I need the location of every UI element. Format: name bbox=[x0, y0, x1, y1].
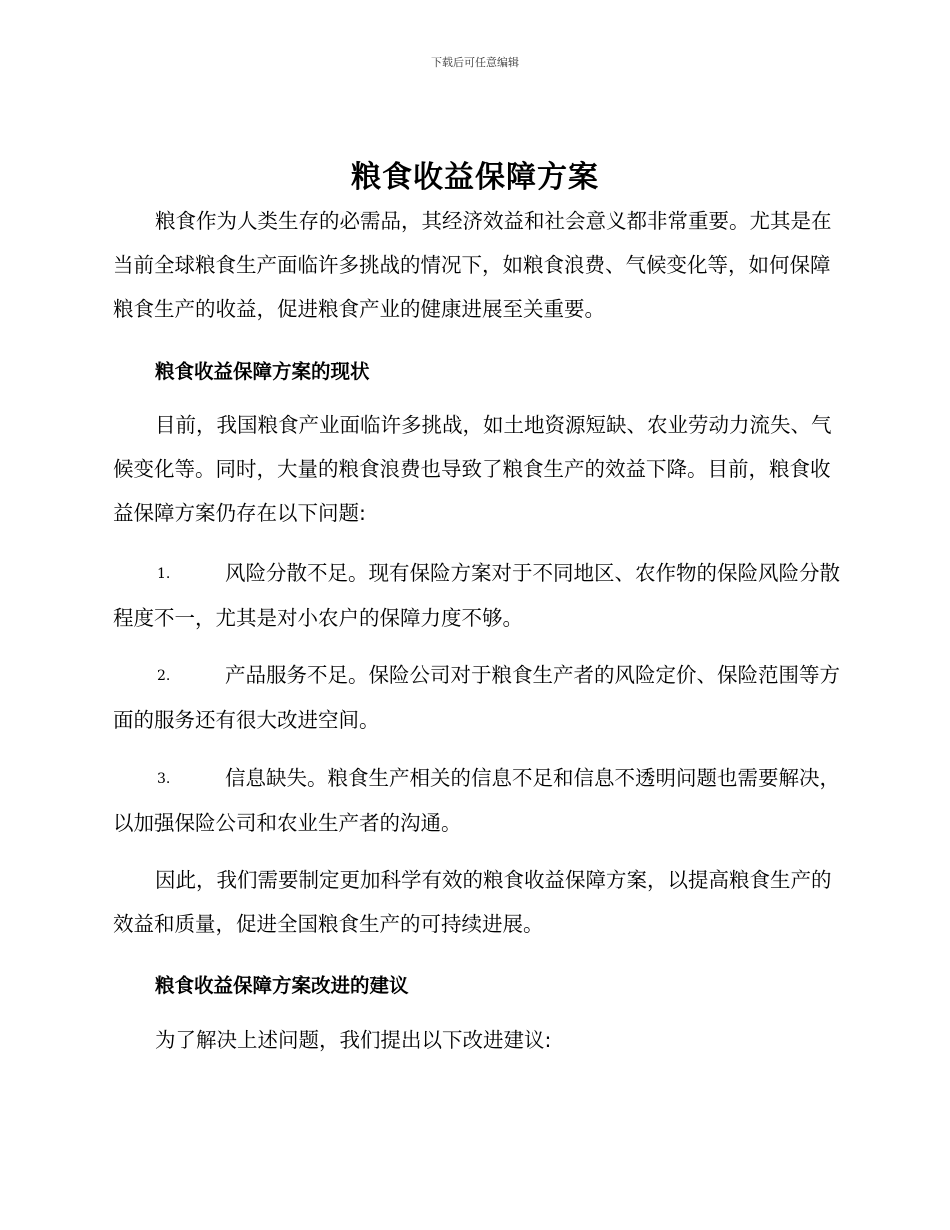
list-number: 2. bbox=[157, 668, 171, 684]
list-text: 风险分散不足。现有保险方案对于不同地区、农作物的保险风险分散程度不一，尤其是对小农户的保障力度不够。 bbox=[113, 561, 840, 630]
intro-paragraph: 粮食作为人类生存的必需品，其经济效益和社会意义都非常重要。尤其是在当前全球粮食生产面临许多挑战的情况下，如粮食浪费、气候变化等，如何保障粮食生产的收益，促进粮食产业的健康进展至关重要。 bbox=[113, 209, 832, 321]
section-heading-status: 粮食收益保障方案的现状 bbox=[155, 360, 370, 383]
conclusion-paragraph: 因此，我们需要制定更加科学有效的粮食收益保障方案，以提高粮食生产的效益和质量，促进全国粮食生产的可持续进展。 bbox=[113, 868, 832, 936]
conclusion-section bbox=[113, 858, 841, 946]
list-text: 产品服务不足。保险公司对于粮食生产者的风险定价、保险范围等方面的服务还有很大改进空间。 bbox=[113, 663, 840, 732]
page-header: 下载后可任意编辑 bbox=[431, 56, 519, 69]
intro-section bbox=[113, 199, 841, 331]
suggestions-section bbox=[113, 1018, 841, 1062]
list-item bbox=[113, 653, 841, 742]
status-paragraph: 目前，我国粮食产业面临许多挑战，如土地资源短缺、农业劳动力流失、气候变化等。同时，大量的粮食浪费也导致了粮食生产的效益下降。目前，粮食收益保障方案仍存在以下问题: bbox=[113, 413, 832, 525]
suggestions-paragraph: 为了解决上述问题，我们提出以下改进建议: bbox=[155, 1028, 552, 1052]
section-heading-suggestions: 粮食收益保障方案改进的建议 bbox=[155, 974, 409, 997]
list-number: 1. bbox=[157, 566, 171, 582]
list-item bbox=[113, 756, 841, 845]
list-item bbox=[113, 551, 841, 640]
document-title: 粮食收益保障方案 bbox=[351, 160, 599, 195]
list-text: 信息缺失。粮食生产相关的信息不足和信息不透明问题也需要解决，以加强保险公司和农业生产者的沟通。 bbox=[113, 766, 840, 835]
list-number: 3. bbox=[157, 771, 171, 787]
status-section bbox=[113, 403, 841, 535]
